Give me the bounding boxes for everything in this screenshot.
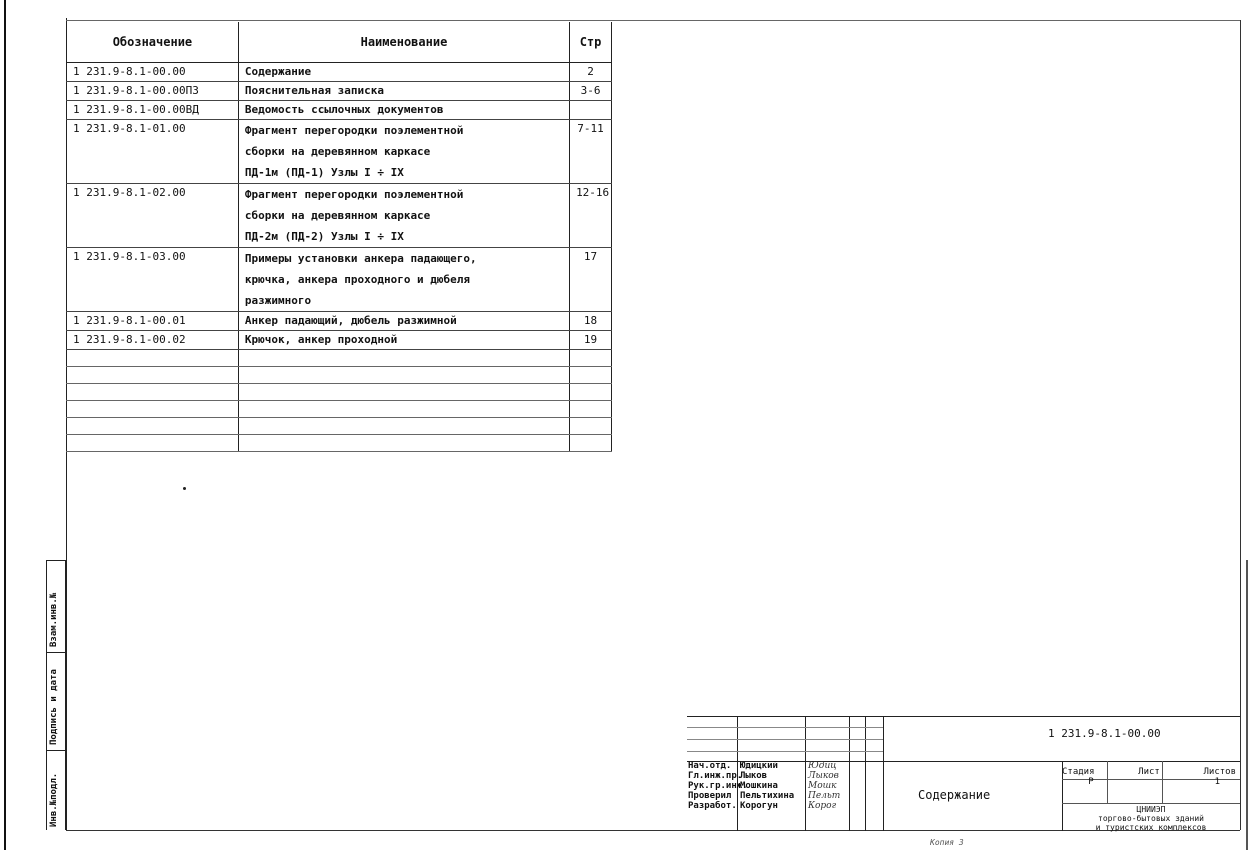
margin-inv-label: Инв.№подл.: [49, 772, 59, 827]
blank-cell: [67, 350, 239, 367]
signature-sign: Пельт: [808, 791, 841, 801]
row-code: 1 231.9-8.1-00.00ВД: [67, 101, 239, 120]
signature-row: [688, 781, 850, 791]
table-row: [67, 312, 612, 331]
row-name: [238, 184, 569, 248]
signature-sign: Мошк: [808, 781, 837, 791]
row-name: [238, 312, 569, 331]
sheet-label: Лист: [1138, 767, 1160, 777]
footer-note: Копия 3: [930, 838, 964, 847]
row-name-line: разжимного: [244, 294, 312, 307]
row-name-line: Фрагмент перегородки поэлементной: [244, 188, 464, 201]
header-code: Обозначение: [67, 22, 239, 63]
blank-cell: [238, 350, 569, 367]
row-page: 12-16: [570, 184, 612, 248]
margin-sign-label: Подпись и дата: [49, 669, 59, 745]
signature-sign: Корог: [808, 801, 837, 811]
ink-dot: [183, 487, 186, 490]
table-row: [67, 101, 612, 120]
signature-sign: Юдиц: [808, 761, 837, 771]
signature-sign: Лыков: [808, 771, 839, 781]
blank-cell: [238, 384, 569, 401]
stage-value: Р: [1088, 777, 1094, 787]
page-edge-right: [1246, 560, 1248, 850]
signature-role: Нач.отд.: [688, 761, 732, 771]
blank-cell: [570, 401, 612, 418]
blank-row: [67, 401, 612, 418]
row-code: 1 231.9-8.1-00.00: [67, 63, 239, 82]
row-name: [238, 120, 569, 184]
signature-name: Юдицкий: [740, 761, 778, 771]
signature-row: [688, 791, 850, 801]
blank-cell: [67, 418, 239, 435]
blank-cell: [67, 435, 239, 452]
signature-row: [688, 771, 850, 781]
sheets-label: Листов: [1203, 767, 1236, 777]
blank-cell: [67, 367, 239, 384]
row-name-line: Фрагмент перегородки поэлементной: [244, 124, 464, 137]
row-name-line: крючка, анкера проходного и дюбеля: [244, 273, 471, 286]
row-name-line: Примеры установки анкера падающего,: [244, 252, 477, 265]
signature-name: Корогун: [740, 801, 778, 811]
row-name: [238, 82, 569, 101]
row-code: 1 231.9-8.1-00.00ПЗ: [67, 82, 239, 101]
document-title: Содержание: [918, 788, 991, 802]
org-line: торгово-бытовых зданий: [1098, 814, 1204, 823]
blank-cell: [570, 350, 612, 367]
margin-cell-swap: [47, 560, 65, 653]
blank-row: [67, 367, 612, 384]
row-name: [238, 248, 569, 312]
sheet-value: 1: [1214, 777, 1220, 787]
margin-cell-inv: [47, 750, 65, 831]
signature-name: Мошкина: [740, 781, 778, 791]
row-code: 1 231.9-8.1-02.00: [67, 184, 239, 248]
row-code: 1 231.9-8.1-01.00: [67, 120, 239, 184]
blank-cell: [570, 418, 612, 435]
table-row: [67, 120, 612, 184]
signature-role: Гл.инж.пр.: [688, 771, 743, 781]
table-row: [67, 248, 612, 312]
header-page: Стр: [570, 22, 612, 63]
row-name-line: сборки на деревянном каркасе: [244, 145, 431, 158]
document-code: 1 231.9-8.1-00.00: [1048, 727, 1161, 740]
row-name-line: ПД-1м (ПД-1) Узлы I ÷ IX: [244, 166, 404, 179]
stage-label: Стадия: [1062, 767, 1095, 777]
margin-swap-label: Взам.инв.№: [49, 592, 59, 647]
org-line: ЦНИИЭП: [1136, 805, 1166, 814]
blank-cell: [570, 367, 612, 384]
page-edge: [4, 0, 6, 850]
blank-cell: [238, 401, 569, 418]
row-page: [570, 101, 612, 120]
sheet-frame-top: [66, 20, 1240, 21]
stage-box: [1062, 767, 1240, 787]
blank-cell: [238, 418, 569, 435]
signature-role: Рук.гр.инж.: [688, 781, 748, 791]
blank-cell: [570, 384, 612, 401]
row-page: 19: [570, 331, 612, 350]
blank-row: [67, 384, 612, 401]
row-name-line: Содержание: [244, 65, 312, 78]
table-row: [67, 331, 612, 350]
blank-cell: [67, 401, 239, 418]
row-name: [238, 101, 569, 120]
row-name: [238, 63, 569, 82]
table-row: [67, 184, 612, 248]
row-name-line: Ведомость ссылочных документов: [244, 103, 444, 116]
table-row: [67, 82, 612, 101]
row-name-line: Крючок, анкер проходной: [244, 333, 398, 346]
row-code: 1 231.9-8.1-03.00: [67, 248, 239, 312]
sheet-frame-right: [1240, 20, 1241, 830]
row-name-line: сборки на деревянном каркасе: [244, 209, 431, 222]
blank-cell: [570, 435, 612, 452]
row-name-line: Анкер падающий, дюбель разжимной: [244, 314, 457, 327]
header-name: Наименование: [238, 22, 569, 63]
signature-role: Разработ.: [688, 801, 737, 811]
signature-row: [688, 761, 850, 771]
signature-row: [688, 801, 850, 811]
row-code: 1 231.9-8.1-00.02: [67, 331, 239, 350]
contents-body: [67, 63, 612, 452]
signature-role: Проверил: [688, 791, 732, 801]
contents-header-row: [67, 22, 612, 63]
signature-name: Пельтихина: [740, 791, 795, 801]
blank-row: [67, 418, 612, 435]
blank-cell: [67, 384, 239, 401]
signature-name: Лыков: [740, 771, 768, 781]
margin-strip: [46, 560, 66, 830]
row-page: 7-11: [570, 120, 612, 184]
signature-rows: [688, 761, 850, 811]
margin-cell-sign: [47, 652, 65, 751]
row-name: [238, 331, 569, 350]
row-page: 2: [570, 63, 612, 82]
blank-cell: [238, 367, 569, 384]
blank-row: [67, 350, 612, 367]
table-row: [67, 63, 612, 82]
row-name-line: Пояснительная записка: [244, 84, 384, 97]
organization: [1062, 805, 1240, 832]
row-page: 3-6: [570, 82, 612, 101]
row-name-line: ПД-2м (ПД-2) Узлы I ÷ IX: [244, 230, 404, 243]
row-page: 17: [570, 248, 612, 312]
contents-table: [66, 22, 612, 452]
row-code: 1 231.9-8.1-00.01: [67, 312, 239, 331]
row-page: 18: [570, 312, 612, 331]
blank-row: [67, 435, 612, 452]
blank-cell: [238, 435, 569, 452]
org-line: и туристских комплексов: [1095, 823, 1207, 832]
